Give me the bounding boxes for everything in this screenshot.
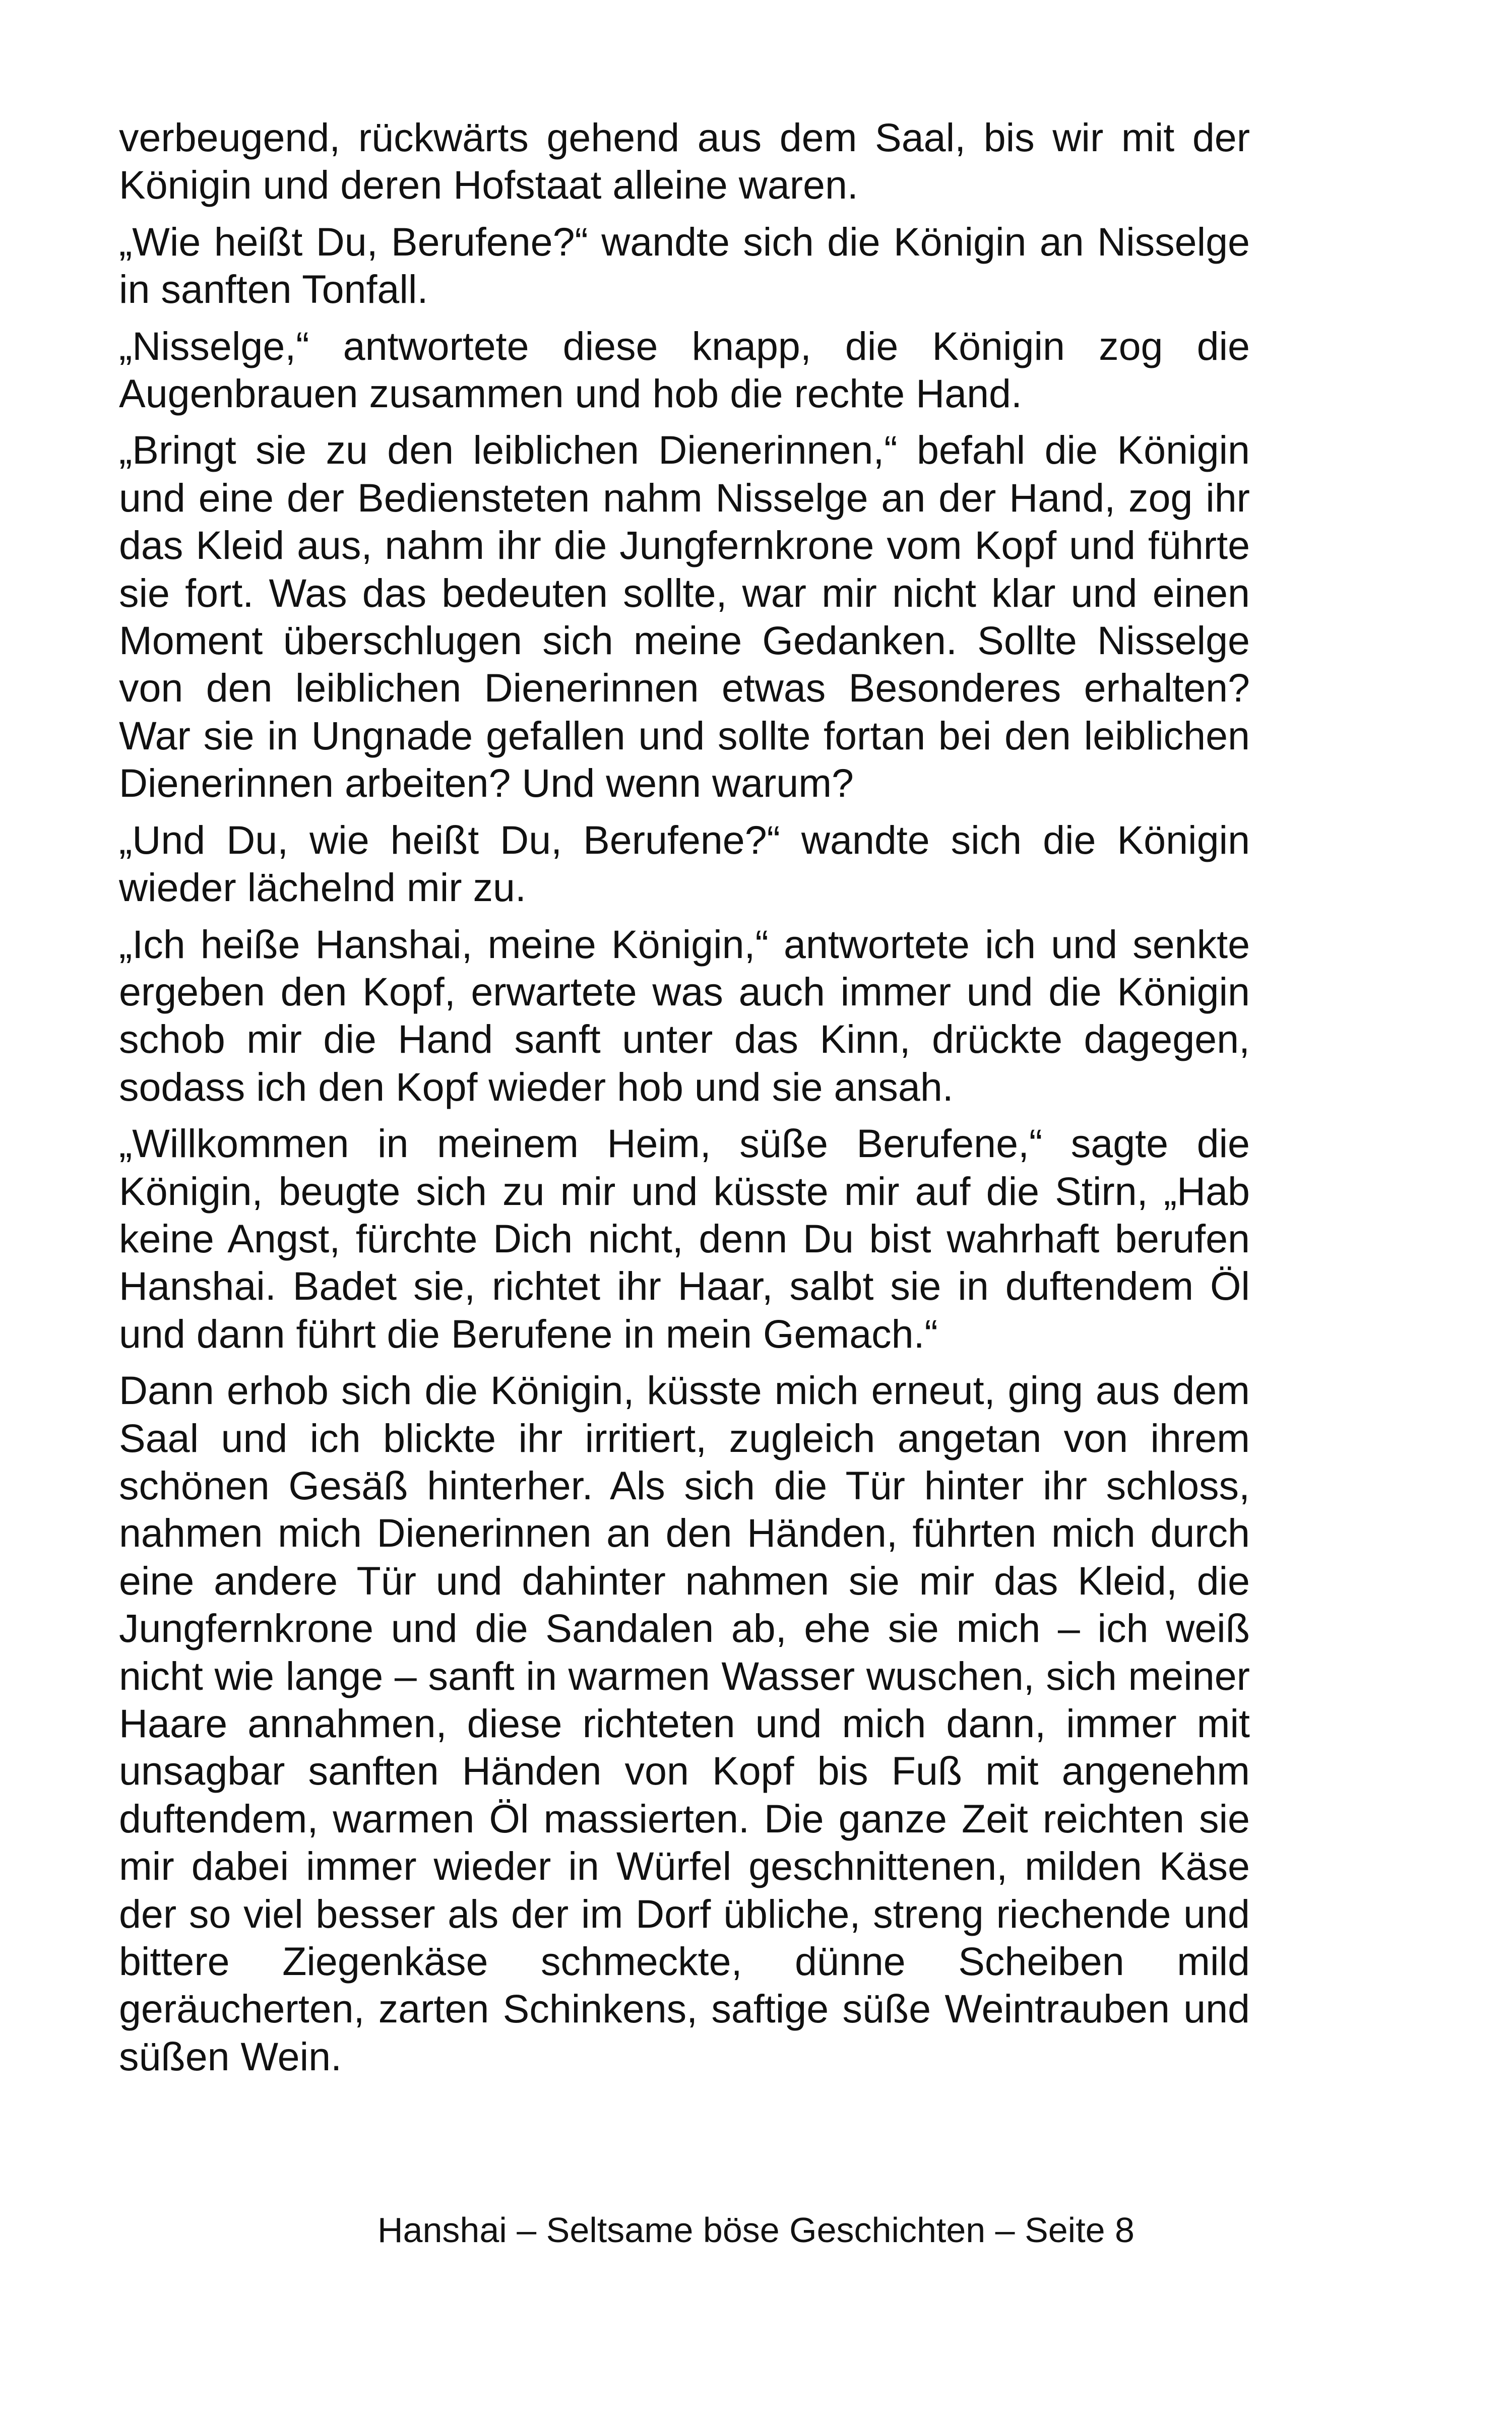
paragraph-8: Dann erhob sich die Königin, küsste mich erneut, ging aus dem Saal und ich blickte ihr irritiert, zugleich angetan von ihrem schönen Gesäß hinterher. Als sich die Tür hinter ihr schloss, nahmen mich Dienerinnen an den Händen, führten mich durch eine andere Tür und dahinter nahmen sie mir das Kleid, die Jungfernkrone und die Sandalen ab, ehe sie mich – ich weiß nicht wie lange – sanft in warmen Wasser wuschen, sich meiner Haare annahmen, diese richteten und mich dann, immer mit unsagbar sanften Händen von Kopf bis Fuß mit angenehm duftendem, warmen Öl massierten. Die ganze Zeit reichten sie mir dabei immer wieder in Würfel geschnittenen, milden Käse der so viel besser als der im Dorf übliche, streng riechende und bittere Ziegenkäse schmeckte, dünne Scheiben mild geräucherten, zarten Schinkens, saftige süße Weintrauben und süßen Wein. (119, 1368, 1250, 2079)
paragraph-5: „Und Du, wie heißt Du, Berufene?“ wandte sich die Königin wieder lächelnd mir zu. (119, 817, 1250, 910)
paragraph-1: verbeugend, rückwärts gehend aus dem Saal, bis wir mit der Königin und deren Hofstaat alleine waren. (119, 115, 1250, 208)
page-footer (0, 2207, 1512, 2253)
paragraph-7: „Willkommen in meinem Heim, süße Berufene,“ sagte die Königin, beugte sich zu mir und küsste mir auf die Stirn, „Hab keine Angst, fürchte Dich nicht, denn Du bist wahrhaft berufen Hanshai. Badet sie, richtet ihr Haar, salbt sie in duftendem Öl und dann führt die Berufene in mein Gemach.“ (119, 1121, 1250, 1356)
footer-text: Hanshai – Seltsame böse Geschichten – Seite 8 (377, 2210, 1135, 2250)
paragraph-2: „Wie heißt Du, Berufene?“ wandte sich die Königin an Nisselge in sanften Tonfall. (119, 219, 1250, 312)
body-text (119, 114, 1250, 2089)
paragraph-3: „Nisselge,“ antwortete diese knapp, die Königin zog die Augenbrauen zusammen und hob die rechte Hand. (119, 323, 1250, 416)
paragraph-4: „Bringt sie zu den leiblichen Dienerinnen,“ befahl die Königin und eine der Bediensteten nahm Nisselge an der Hand, zog ihr das Kleid aus, nahm ihr die Jungfernkrone vom Kopf und führte sie fort. Was das bedeuten sollte, war mir nicht klar und einen Moment überschlugen sich meine Gedanken. Sollte Nisselge von den leiblichen Dienerinnen etwas Besonderes erhalten? War sie in Ungnade gefallen und sollte fortan bei den leiblichen Dienerinnen arbeiten? Und wenn warum? (119, 427, 1250, 806)
paragraph-6: „Ich heiße Hanshai, meine Königin,“ antwortete ich und senkte ergeben den Kopf, erwartete was auch immer und die Königin schob mir die Hand sanft unter das Kinn, drückte dagegen, sodass ich den Kopf wieder hob und sie ansah. (119, 921, 1250, 1109)
